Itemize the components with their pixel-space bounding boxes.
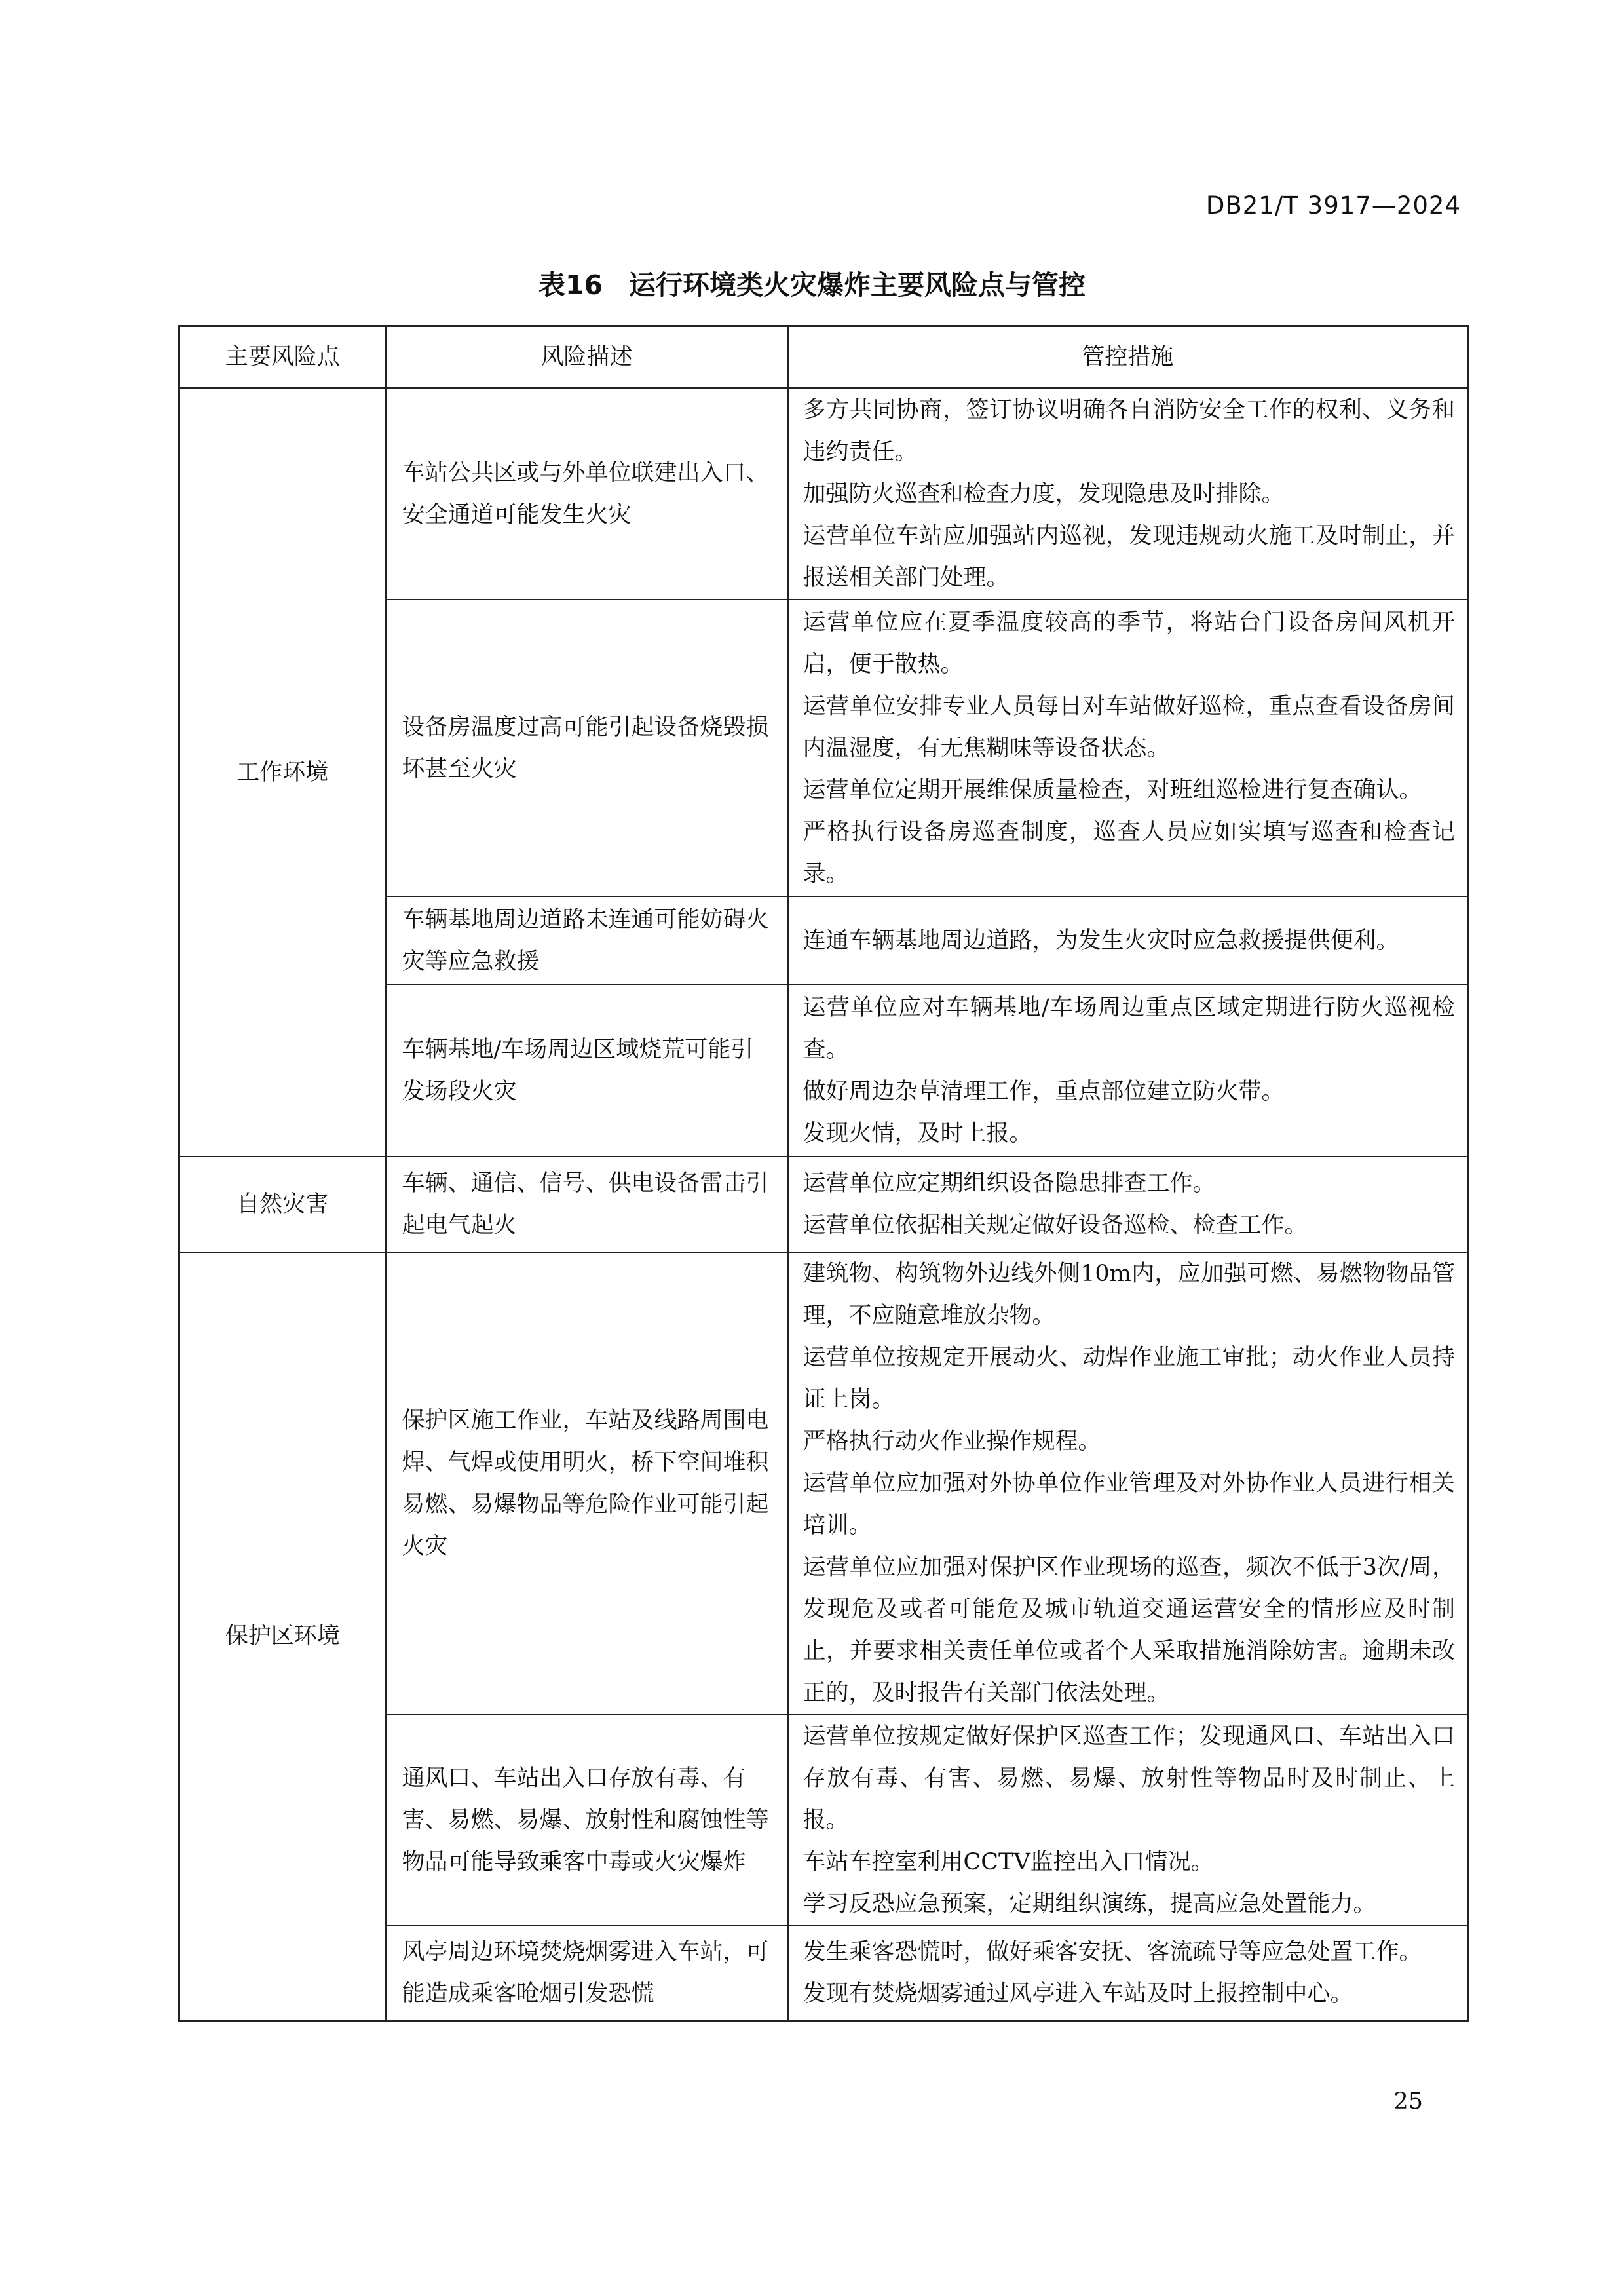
table-body: [179, 389, 1468, 2021]
control-measure-item: 运营单位应加强对外协单位作业管理及对外协作业人员进行相关培训。: [803, 1470, 1455, 1539]
control-measure-item: 连通车辆基地周边道路，为发生火灾时应急救援提供便利。: [803, 927, 1399, 954]
header-row: [179, 326, 1468, 389]
control-measure-item: 运营单位定期开展维保质量检查，对班组巡检进行复查确认。: [803, 776, 1422, 803]
risk-description-cell: 车辆、通信、信号、供电设备雷击引起电气起火: [386, 1157, 788, 1252]
document-code: DB21/T 3917—2024: [1205, 191, 1461, 220]
table-number: 表16: [538, 269, 603, 301]
control-measures-cell: [788, 1926, 1468, 2021]
risk-description-cell: 风亭周边环境焚烧烟雾进入车站，可能造成乘客呛烟引发恐慌: [386, 1926, 788, 2021]
table-header: [179, 326, 1468, 389]
risk-description-cell: 保护区施工作业，车站及线路周围电焊、气焊或使用明火，桥下空间堆积易燃、易爆物品等危险作业可能引起火灾: [386, 1252, 788, 1715]
control-measure-item: 加强防火巡查和检查力度，发现隐患及时排除。: [803, 481, 1285, 507]
control-measure-item: 运营单位应在夏季温度较高的季节，将站台门设备房间风机开启，便于散热。: [803, 609, 1455, 678]
control-measure-item: 运营单位应加强对保护区作业现场的巡查，频次不低于3次/周，发现危及或者可能危及城市轨道交通运营安全的情形应及时制止，并要求相关责任单位或者个人采取措施消除妨害。逾期未改正的，及时报告有关部门依法处理。: [803, 1554, 1455, 1706]
control-measure-item: 车站车控室利用CCTV监控出入口情况。: [803, 1849, 1214, 1875]
risk-description-cell: 设备房温度过高可能引起设备烧毁损坏甚至火灾: [386, 600, 788, 896]
control-measures-cell: [788, 1252, 1468, 1715]
control-measure-item: 运营单位按规定做好保护区巡查工作；发现通风口、车站出入口存放有毒、有害、易燃、易爆、放射性等物品时及时制止、上报。: [803, 1723, 1455, 1833]
risk-description-cell: 车辆基地/车场周边区域烧荒可能引发场段火灾: [386, 985, 788, 1157]
risk-category-cell: 自然灾害: [179, 1157, 386, 1252]
risk-description-cell: 车辆基地周边道路未连通可能妨碍火灾等应急救援: [386, 896, 788, 985]
risk-category-cell: 保护区环境: [179, 1252, 386, 2021]
control-measure-item: 运营单位应对车辆基地/车场周边重点区域定期进行防火巡视检查。: [803, 995, 1455, 1063]
risk-description-cell: 通风口、车站出入口存放有毒、有害、易燃、易爆、放射性和腐蚀性等物品可能导致乘客中毒或火灾爆炸: [386, 1715, 788, 1926]
control-measures-cell: [788, 600, 1468, 896]
table-row: [179, 1252, 1468, 1715]
control-measure-item: 做好周边杂草清理工作，重点部位建立防火带。: [803, 1079, 1285, 1105]
control-measure-item: 严格执行设备房巡查制度，巡查人员应如实填写巡查和检查记录。: [803, 818, 1455, 887]
control-measure-item: 发现火情，及时上报。: [803, 1120, 1032, 1147]
control-measure-item: 严格执行动火作业操作规程。: [803, 1428, 1101, 1455]
column-header-control-measures: 管控措施: [788, 326, 1468, 389]
risk-category-cell: 工作环境: [179, 389, 386, 1157]
control-measures-cell: [788, 1157, 1468, 1252]
control-measures-cell: [788, 985, 1468, 1157]
control-measures-cell: [788, 389, 1468, 600]
control-measure-item: 发生乘客恐慌时，做好乘客安抚、客流疏导等应急处置工作。: [803, 1939, 1422, 1966]
column-header-risk-point: 主要风险点: [179, 326, 386, 389]
control-measure-item: 运营单位安排专业人员每日对车站做好巡检，重点查看设备房间内温湿度，有无焦糊味等设备状态。: [803, 693, 1455, 761]
column-header-risk-description: 风险描述: [386, 326, 788, 389]
control-measure-item: 运营单位按规定开展动火、动焊作业施工审批；动火作业人员持证上岗。: [803, 1345, 1455, 1413]
control-measures-cell: [788, 896, 1468, 985]
control-measure-item: 运营单位应定期组织设备隐患排查工作。: [803, 1170, 1216, 1196]
table-caption: [0, 263, 1624, 302]
control-measure-item: 运营单位依据相关规定做好设备巡检、检查工作。: [803, 1212, 1308, 1238]
table-title: 运行环境类火灾爆炸主要风险点与管控: [629, 269, 1086, 301]
control-measures-cell: [788, 1715, 1468, 1926]
control-measure-item: 发现有焚烧烟雾通过风亭进入车站及时上报控制中心。: [803, 1981, 1353, 2008]
control-measure-item: 建筑物、构筑物外边线外侧10m内，应加强可燃、易燃物物品管理，不应随意堆放杂物。: [803, 1261, 1455, 1329]
risk-control-table: [178, 325, 1469, 2022]
risk-description-cell: 车站公共区或与外单位联建出入口、安全通道可能发生火灾: [386, 389, 788, 600]
table-row: [179, 389, 1468, 600]
table-row: [179, 1157, 1468, 1252]
control-measure-item: 学习反恐应急预案，定期组织演练，提高应急处置能力。: [803, 1891, 1376, 1917]
control-measure-item: 多方共同协商，签订协议明确各自消防安全工作的权利、义务和违约责任。: [803, 397, 1455, 465]
page-number: 25: [1393, 2088, 1423, 2114]
control-measure-item: 运营单位车站应加强站内巡视，发现违规动火施工及时制止，并报送相关部门处理。: [803, 523, 1455, 591]
